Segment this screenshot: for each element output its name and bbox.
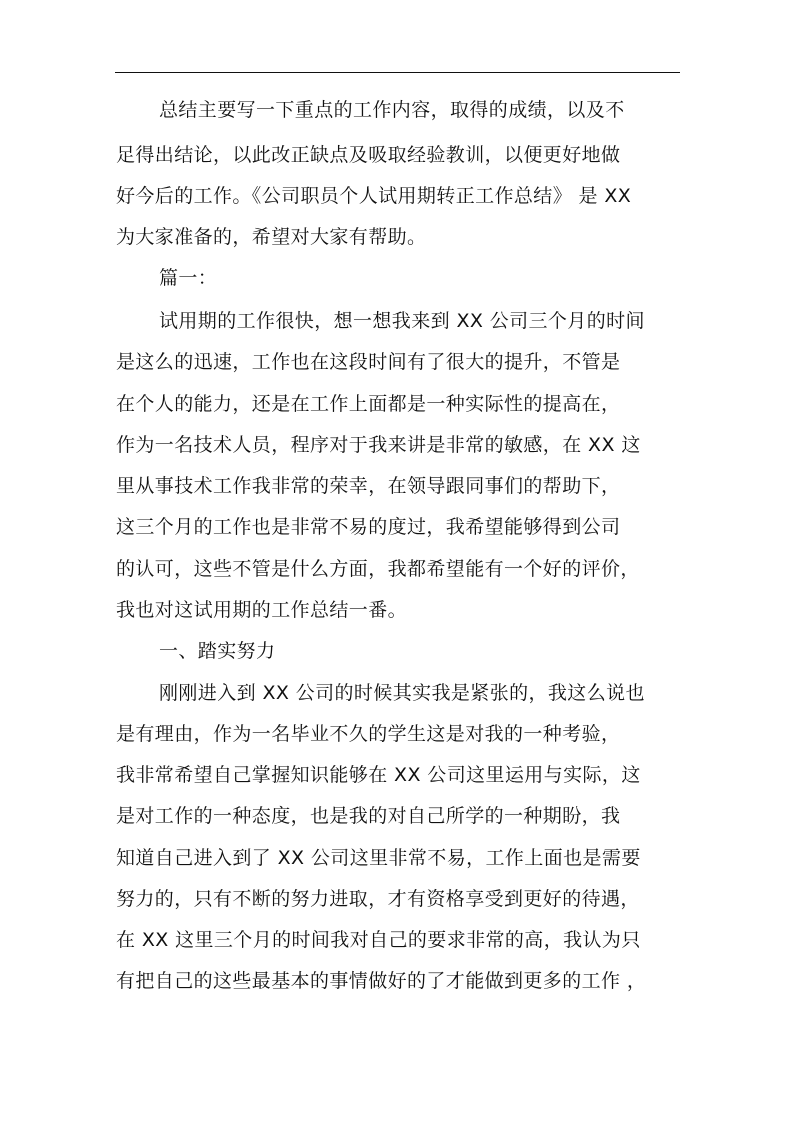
text-line: 的认可，这些不管是什么方面，我都希望能有一个好的评价， <box>116 558 640 580</box>
text-line: 在个人的能力，还是在工作上面都是一种实际性的提高在， <box>116 393 621 415</box>
text-line: 这三个月的工作也是非常不易的度过，我希望能够得到公司 <box>116 516 621 538</box>
text-line: 在 XX 这里三个月的时间我对自己的要求非常的高，我认为只 <box>116 929 641 951</box>
text-line: 是这么的迅速，工作也在这段时间有了很大的提升，不管是 <box>116 351 621 373</box>
text-line: 有把自己的这些最基本的事情做好的了才能做到更多的工作 ， <box>116 970 647 992</box>
text-line: 知道自己进入到了 XX 公司这里非常不易，工作上面也是需要 <box>116 847 641 869</box>
text-line: 足得出结论，以此改正缺点及吸取经验教训，以便更好地做 <box>116 144 621 166</box>
text-line: 是有理由，作为一名毕业不久的学生这是对我的一种考验， <box>116 723 621 745</box>
text-line: 作为一名技术人员，程序对于我来讲是非常的敏感，在 XX 这 <box>116 434 641 456</box>
section-label: 篇一： <box>159 267 218 289</box>
text-line: 总结主要写一下重点的工作内容，取得的成绩，以及不 <box>159 99 625 121</box>
text-line: 刚刚进入到 XX 公司的时候其实我是紧张的，我这么说也 <box>159 682 645 704</box>
text-line: 是对工作的一种态度，也是我的对自己所学的一种期盼，我 <box>116 805 621 827</box>
text-line: 为大家准备的，希望对大家有帮助。 <box>116 226 427 248</box>
text-line: 努力的，只有不断的努力进取，才有资格享受到更好的待遇， <box>116 888 640 910</box>
text-line: 里从事技术工作我非常的荣幸，在领导跟同事们的帮助下， <box>116 475 621 497</box>
text-line: 好今后的工作。《公司职员个人试用期转正工作总结》 是 XX <box>116 185 632 207</box>
text-line: 我非常希望自己掌握知识能够在 XX 公司这里运用与实际，这 <box>116 764 641 786</box>
text-line: 我也对这试用期的工作总结一番。 <box>116 599 408 621</box>
section-heading: 一、踏实努力 <box>159 640 276 662</box>
text-line: 试用期的工作很快，想一想我来到 XX 公司三个月的时间 <box>159 310 645 332</box>
header-rule <box>115 72 680 73</box>
